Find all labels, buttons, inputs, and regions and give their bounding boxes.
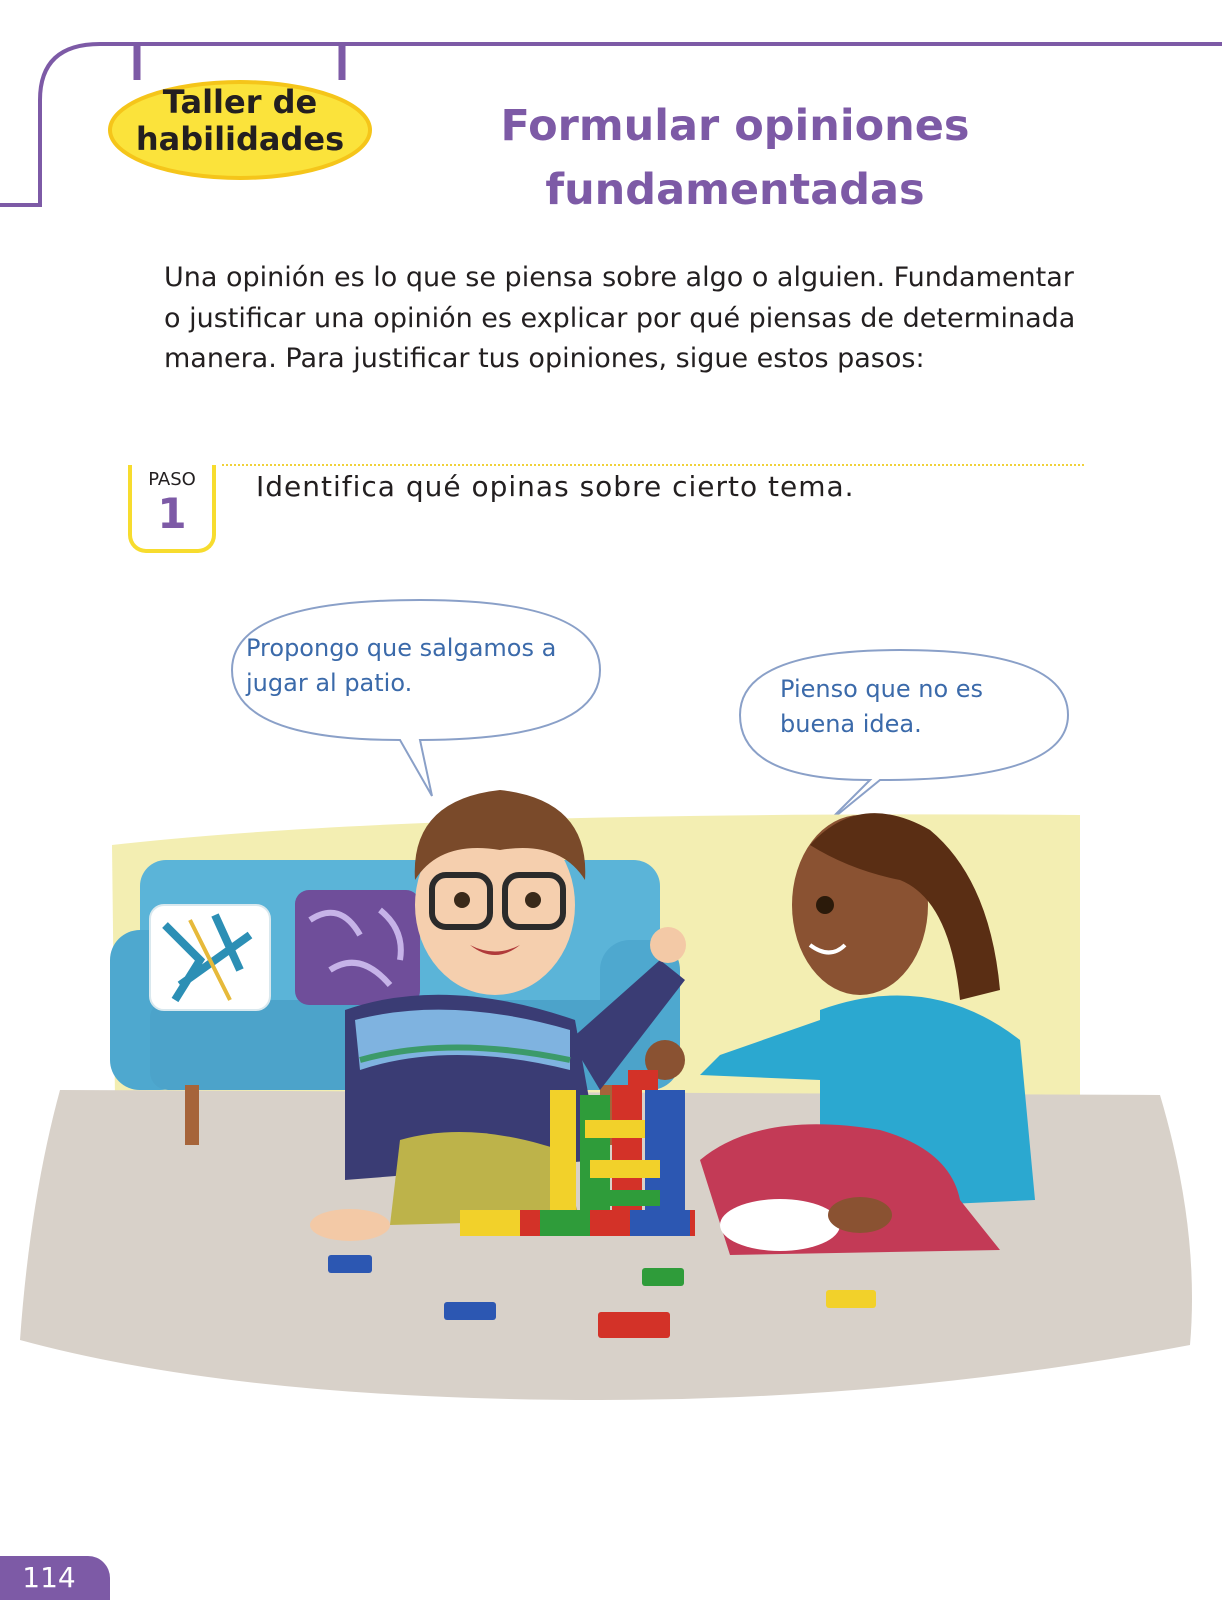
loose-block <box>598 1312 670 1338</box>
speech-bubble-left-text: Propongo que salgamos a jugar al patio. <box>246 634 557 697</box>
step-badge <box>128 465 216 553</box>
page-title: Formular opiniones fundamentadas <box>500 101 970 215</box>
loose-block <box>642 1268 684 1286</box>
loose-block <box>826 1290 876 1308</box>
page-number: 114 <box>22 1561 76 1594</box>
loose-block <box>444 1302 496 1320</box>
step-label: PASO <box>148 469 196 490</box>
step-divider <box>222 464 1084 466</box>
step-number: 1 <box>157 489 187 538</box>
intro-paragraph: Una opinión es lo que se piensa sobre algo o alguien. Fundamentar o justificar una opinión es explicar por qué piensas de determinada manera. Para justificar tus opiniones, sigue estos pasos: <box>164 262 1076 374</box>
step-instruction: Identifica qué opinas sobre cierto tema. <box>256 470 855 503</box>
speech-bubble-right-text: Pienso que no es buena idea. <box>780 675 984 738</box>
loose-block <box>328 1255 372 1273</box>
section-badge-label: Taller de habilidades <box>135 83 345 158</box>
children-playing-illustration <box>0 590 1222 1410</box>
